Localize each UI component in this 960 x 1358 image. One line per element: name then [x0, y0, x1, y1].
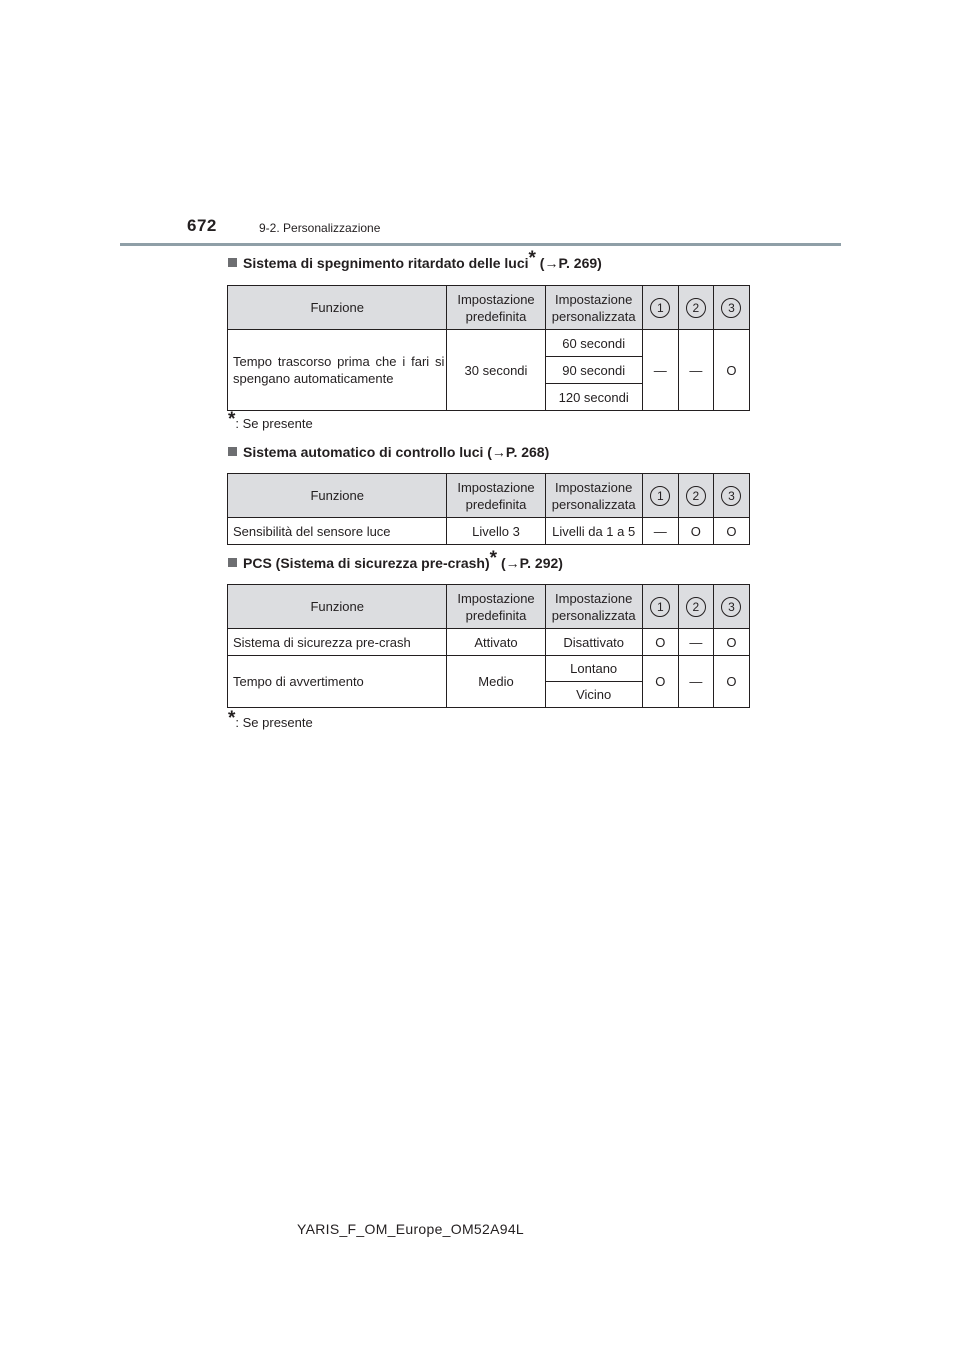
page-number: 672: [187, 216, 217, 235]
cell-default: Medio: [447, 656, 545, 708]
header-custom-setting: Impostazione personalizzata: [545, 286, 642, 330]
cell-method-2: —: [678, 330, 713, 411]
cell-function: Tempo trascorso prima che i fari si spengano automaticamente: [228, 330, 447, 411]
header-default-setting: Impostazione predefinita: [447, 474, 545, 518]
circled-number-3-icon: 3: [721, 298, 741, 318]
asterisk-mark: *: [228, 708, 236, 729]
cell-method-3: O: [713, 330, 749, 411]
cell-default: Attivato: [447, 629, 545, 656]
cell-method-1: O: [642, 656, 678, 708]
header-method-1: [642, 585, 678, 629]
asterisk-mark: *: [228, 409, 236, 430]
section-title: Sistema automatico di controllo luci: [243, 444, 484, 460]
header-method-3: [713, 286, 749, 330]
header-method-2: [678, 474, 713, 518]
square-bullet-icon: [228, 558, 237, 567]
section-heading-delayed-lights-off: [228, 248, 602, 271]
table-row: [228, 330, 750, 357]
asterisk-mark: *: [528, 248, 536, 269]
asterisk-mark: *: [489, 548, 498, 569]
page-reference: (→P. 268): [483, 444, 550, 460]
section-heading-pcs: [228, 548, 563, 571]
cell-method-3: O: [713, 518, 749, 545]
section-label: 9-2. Personalizzazione: [259, 221, 381, 235]
header-custom-setting: Impostazione personalizzata: [545, 474, 642, 518]
cell-method-3: O: [713, 656, 749, 708]
cell-method-2: —: [678, 656, 713, 708]
section-heading-auto-light-control: [228, 444, 549, 460]
header-default-setting: Impostazione predefinita: [447, 286, 545, 330]
circled-number-1-icon: 1: [650, 298, 670, 318]
header-method-2: [678, 286, 713, 330]
page-reference: (→P. 269): [535, 255, 602, 271]
square-bullet-icon: [228, 447, 237, 456]
header-function: Funzione: [228, 474, 447, 518]
header-rule: [120, 243, 841, 246]
circled-number-2-icon: 2: [686, 597, 706, 617]
table-row: [228, 518, 750, 545]
table-header-row: [228, 474, 750, 518]
settings-table-delayed-lights-off: [227, 285, 750, 411]
settings-table-pcs: [227, 584, 750, 708]
cell-method-2: —: [678, 629, 713, 656]
page-reference: (→P. 292): [497, 555, 563, 571]
cell-custom-option: Livelli da 1 a 5: [545, 518, 642, 545]
cell-custom-option: Disattivato: [545, 629, 642, 656]
cell-custom-option: 90 secondi: [545, 357, 642, 384]
cell-function: Tempo di avvertimento: [228, 656, 447, 708]
circled-number-3-icon: 3: [721, 486, 741, 506]
header-function: Funzione: [228, 585, 447, 629]
square-bullet-icon: [228, 258, 237, 267]
cell-method-1: O: [642, 629, 678, 656]
header-method-2: [678, 585, 713, 629]
table-row: [228, 656, 750, 682]
header-method-1: [642, 474, 678, 518]
table-row: [228, 629, 750, 656]
section-title: Sistema di spegnimento ritardato delle luci: [243, 255, 529, 271]
cell-custom-option: Lontano: [545, 656, 642, 682]
footnote: *: Se presente: [228, 708, 313, 730]
cell-custom-option: 120 secondi: [545, 384, 642, 411]
cell-default: Livello 3: [447, 518, 545, 545]
cell-method-1: —: [642, 330, 678, 411]
settings-table-auto-light-control: [227, 473, 750, 545]
header-default-setting: Impostazione predefinita: [447, 585, 545, 629]
table-header-row: [228, 585, 750, 629]
header-method-3: [713, 585, 749, 629]
cell-function: Sensibilità del sensore luce: [228, 518, 447, 545]
header-method-1: [642, 286, 678, 330]
footnote: *: Se presente: [228, 409, 313, 431]
circled-number-1-icon: 1: [650, 597, 670, 617]
section-title: PCS (Sistema di sicurezza pre-crash): [243, 555, 490, 571]
cell-custom-option: 60 secondi: [545, 330, 642, 357]
cell-default: 30 secondi: [447, 330, 545, 411]
cell-method-2: O: [678, 518, 713, 545]
header-method-3: [713, 474, 749, 518]
document-code: YARIS_F_OM_Europe_OM52A94L: [297, 1221, 524, 1237]
circled-number-1-icon: 1: [650, 486, 670, 506]
cell-function: Sistema di sicurezza pre-crash: [228, 629, 447, 656]
cell-custom-option: Vicino: [545, 682, 642, 708]
header-function: Funzione: [228, 286, 447, 330]
circled-number-2-icon: 2: [686, 486, 706, 506]
header-custom-setting: Impostazione personalizzata: [545, 585, 642, 629]
cell-method-1: —: [642, 518, 678, 545]
cell-method-3: O: [713, 629, 749, 656]
table-header-row: [228, 286, 750, 330]
circled-number-2-icon: 2: [686, 298, 706, 318]
circled-number-3-icon: 3: [721, 597, 741, 617]
